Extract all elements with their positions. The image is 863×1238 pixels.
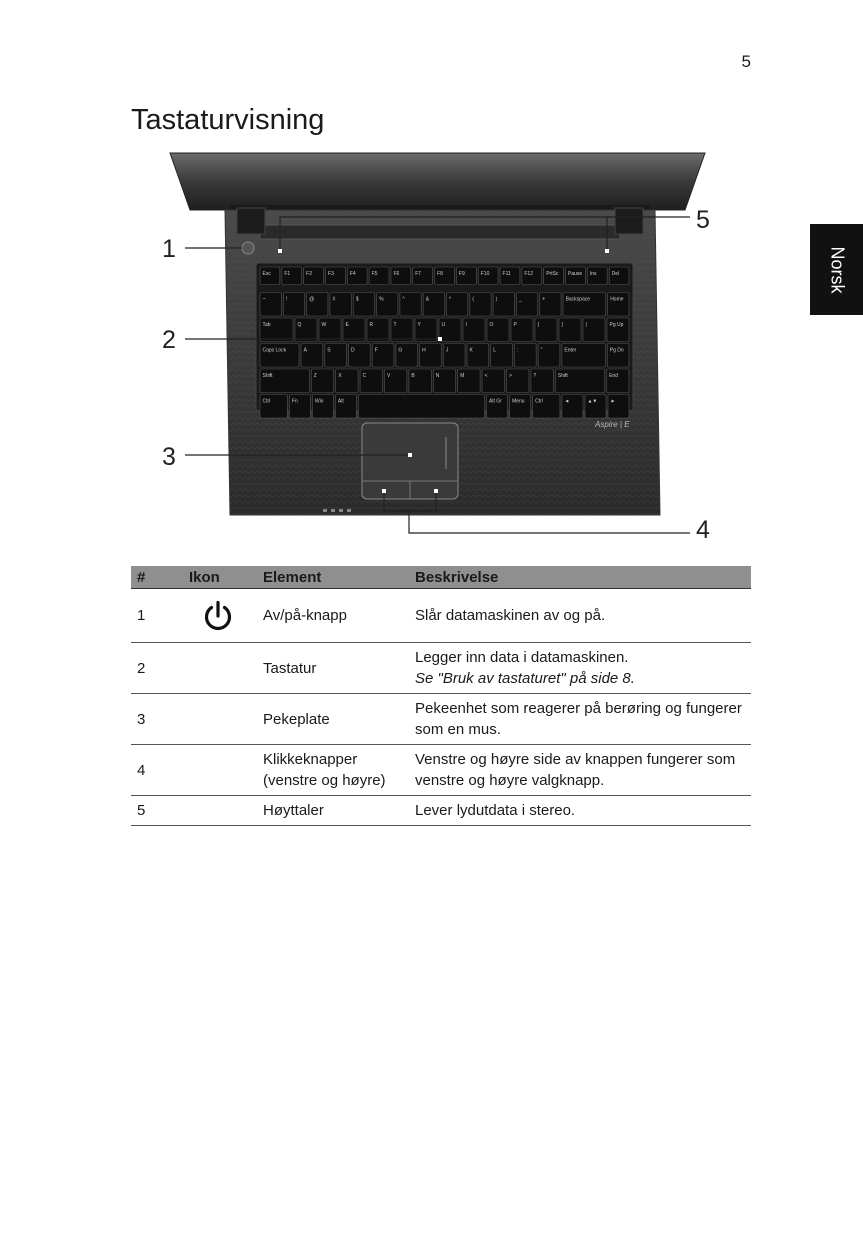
keyboard-key-label: Ins [589,271,597,277]
keyboard-key-label: U [441,322,446,328]
page-number: 5 [741,52,751,71]
keyboard-key-label: F7 [415,271,422,277]
keyboard-key-label: Tab [262,322,271,328]
brand-label: Aspire | E [595,420,630,429]
keyboard-key-label: Caps Lock [262,347,287,354]
keyboard-key-label: Z [313,373,317,379]
callout-label-4: 4 [696,516,710,544]
keyboard-key-label: X [338,373,342,379]
table-row [131,694,751,745]
keyboard-key-label: ▲▼ [587,398,598,405]
keyboard-key-label: J [445,347,449,354]
keyboard-key-label: # [332,296,336,303]
keyboard-key-label: Shift [262,373,273,379]
keyboard-key-label: Pg Dn [609,347,624,354]
table-row [131,796,751,826]
row-description: Venstre og høyre side av knappen fungerer som venstre og høyre valgknapp. [409,745,751,796]
keyboard-key-label: ) [495,296,498,303]
keyboard-key-label: Fn [291,398,298,405]
keyboard-key-label: F12 [524,271,534,277]
keyboard-key-label: @ [309,296,315,303]
keyboard-key-label: _ [518,296,522,303]
keyboard-key-label: Pause [568,271,583,277]
table-row [131,589,751,643]
keyboard-key-label: V [386,373,391,379]
language-tab [810,224,863,315]
keyboard-key-label: Home [610,296,624,303]
keyboard-key-label: ◄ [564,398,570,405]
page-reference-link[interactable]: Se "Bruk av tastaturet" på side 8. [415,670,635,687]
row-icon [183,643,257,694]
table-header-row [131,566,751,589]
language-tab-label: Norsk [827,245,847,294]
keyboard-key-label: O [489,322,494,328]
keyboard-key-label: Backspace [565,296,591,303]
row-number: 4 [131,745,183,796]
keyboard-key-label: F3 [327,271,334,277]
keyboard-key-label: F5 [371,271,378,277]
keyboard-key-label: ► [610,398,616,405]
row-number: 1 [131,589,183,643]
keyboard-key-label: Alt [337,398,344,405]
keyboard-key-label: { [537,322,540,328]
row-icon [183,589,257,643]
component-table [131,566,751,826]
keyboard-key-label: * [449,296,451,303]
keyboard-key-label: C [362,373,367,379]
keyboard-key-label: End [609,373,619,379]
keyboard-key-label: ? [533,373,537,379]
keyboard-key-label: Esc [262,271,271,277]
keyboard-key-label: PrtSc [546,271,559,277]
laptop-keyboard-figure [130,145,750,545]
keyboard-key-label: : [516,347,519,354]
callout-label-2: 2 [162,326,176,354]
keyboard-key-label: Ctrl [535,398,543,405]
keyboard-key-label: > [509,373,512,379]
header-icon: Ikon [183,566,257,589]
keyboard-key-label: W [321,322,327,328]
row-description: Pekeenhet som reagerer på berøring og fungerer som en mus. [409,694,751,745]
row-number: 5 [131,796,183,826]
keyboard-key-label: A [303,347,307,354]
keyboard-key-label: Alt Gr [489,398,502,405]
row-element: Tastatur [257,643,409,694]
callout-label-5: 5 [696,206,710,234]
row-number: 3 [131,694,183,745]
keyboard-key-label: F4 [349,271,356,277]
row-description-text: Legger inn data i datamaskinen. [415,649,629,666]
row-description: Lever lydutdata i stereo. [409,796,751,826]
header-number: # [131,566,183,589]
row-element: Pekeplate [257,694,409,745]
keyboard-key-label: N [435,373,440,379]
keyboard-key-label: Del [611,271,620,277]
keyboard-key-label: G [398,347,403,354]
keyboard-key-label: Y [417,322,421,328]
keyboard-key-label: + [542,296,546,303]
callout-label-3: 3 [162,443,176,471]
row-element: Klikkeknapper (venstre og høyre) [257,745,409,796]
keyboard-key-label: F11 [502,271,511,277]
callout-label-1: 1 [162,235,176,263]
keyboard-key-label: Enter [564,347,577,354]
keyboard-key-label: T [393,322,397,328]
keyboard-key-label: I [465,322,467,328]
row-number: 2 [131,643,183,694]
keyboard-key-label: M [460,373,465,379]
keyboard-key-label: F6 [393,271,400,277]
keyboard-key-label: Ctrl [262,398,271,405]
keyboard-key-label: F10 [480,271,490,277]
keyboard-key-label: E [345,322,349,328]
keyboard-key-label: Menu [512,398,525,405]
keyboard-key-label: Pg Up [609,322,624,328]
keyboard-key-label: L [493,347,497,354]
row-icon [183,745,257,796]
row-element: Høyttaler [257,796,409,826]
row-description [409,643,751,694]
keyboard-key-label: $ [355,296,359,303]
keyboard-key-label: B [411,373,415,379]
keyboard-key-label: } [561,322,564,328]
keyboard-key-label: Shift [557,373,568,379]
laptop-illustration [130,145,750,545]
keyboard-key-label: ! [285,296,288,303]
keyboard-key-label: Win [314,398,324,405]
keyboard-key-label: F8 [437,271,443,277]
keyboard-key-label: & [425,296,430,303]
table-row [131,745,751,796]
power-button-illustration [242,242,254,254]
keyboard-key-label: F9 [458,271,465,277]
keyboard-key-label: | [585,322,587,328]
keyboard-key-label: % [379,296,384,303]
keyboard-key-label: K [469,347,473,354]
keyboard-key-label: D [350,347,355,354]
row-description: Slår datamaskinen av og på. [409,589,751,643]
table-row [131,643,751,694]
row-element: Av/på-knapp [257,589,409,643]
keyboard-key-label: F1 [284,271,291,277]
header-description: Beskrivelse [409,566,751,589]
keyboard-key-label: " [540,347,543,354]
row-icon [183,694,257,745]
keyboard-key-label: ( [472,296,474,303]
page-title: Tastaturvisning [131,104,325,136]
row-icon [183,796,257,826]
power-icon [201,599,235,633]
keyboard-key-label: H [422,347,426,354]
keyboard-key-label: < [484,373,488,379]
keyboard-key-label: ~ [262,296,266,303]
keyboard-key [358,395,484,419]
keyboard-key-label: F [374,347,378,354]
header-element: Element [257,566,409,589]
keyboard-key-label: Q [297,322,302,328]
keyboard-key-label: R [369,322,374,328]
keyboard-key-label: P [513,322,517,328]
keyboard-key-label: ^ [402,296,405,303]
keyboard-key-label: F2 [306,271,312,277]
keyboard-key-label: S [327,347,331,354]
